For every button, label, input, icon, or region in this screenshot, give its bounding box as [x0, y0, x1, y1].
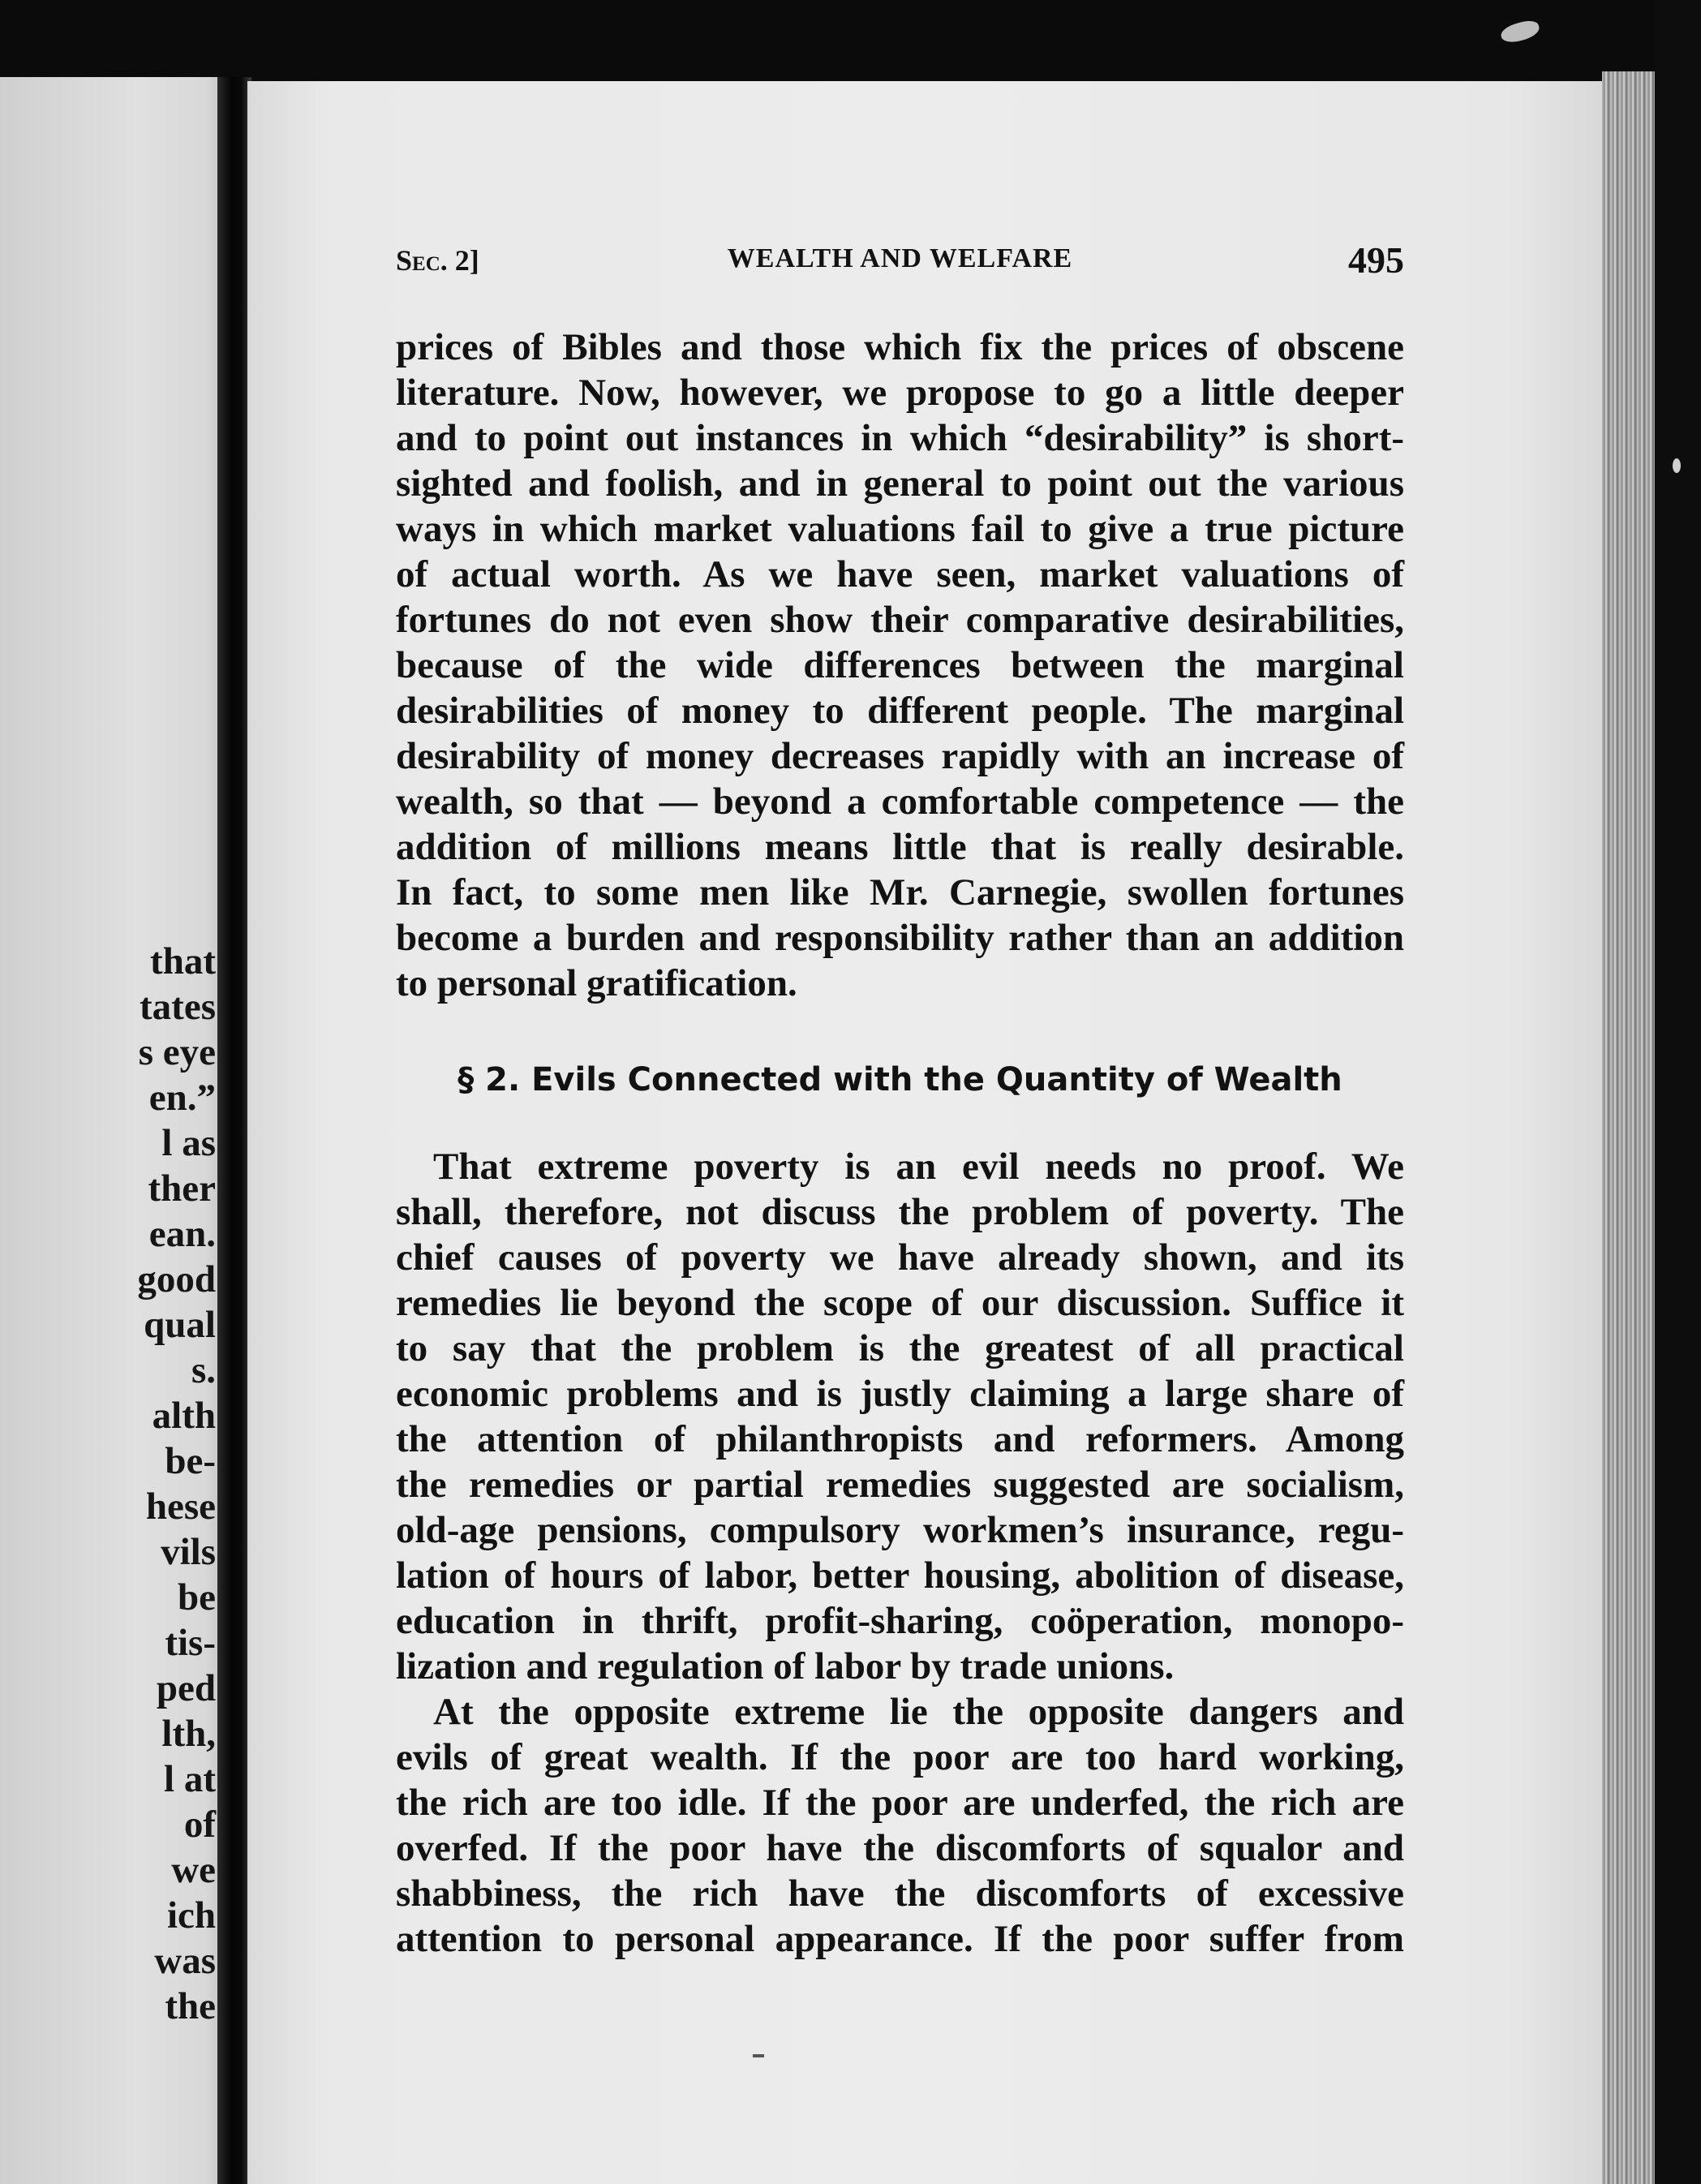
- page-number: 495: [1348, 239, 1404, 281]
- previous-page-line: of: [183, 1804, 216, 1846]
- text-line: evils of great wealth. If the poor are too hard working,: [396, 1736, 1404, 1778]
- previous-page-text: [137, 939, 216, 2029]
- previous-page-line: ped: [156, 1667, 216, 1709]
- previous-page-line: that: [150, 940, 216, 982]
- text-line: old-age pensions, compulsory workmen’s insurance, regu-: [396, 1509, 1404, 1551]
- previous-page-line: s eye: [138, 1031, 216, 1073]
- scan-border: [1655, 0, 1701, 2184]
- previous-page-line: l at: [164, 1758, 216, 1800]
- text-line: shabbiness, the rich have the discomforts of excessive: [396, 1872, 1404, 1915]
- text-line: to personal gratification.: [396, 962, 797, 1004]
- previous-page-line: vils: [161, 1531, 216, 1573]
- running-head-title: WEALTH AND WELFARE: [727, 243, 1073, 273]
- text-line: to say that the problem is the greatest of all practical: [396, 1327, 1404, 1369]
- text-line: That extreme poverty is an evil needs no proof. We: [433, 1146, 1404, 1188]
- scan-background: [0, 0, 1701, 77]
- text-line: shall, therefore, not discuss the problem of poverty. The: [396, 1191, 1404, 1233]
- text-line: attention to personal appearance. If the poor suffer from: [396, 1918, 1404, 1960]
- previous-page-line: l as: [161, 1122, 216, 1164]
- text-line: desirability of money decreases rapidly with an increase of: [396, 735, 1404, 777]
- text-line: ways in which market valuations fail to give a true picture: [396, 508, 1404, 550]
- text-line: desirabilities of money to different people. The marginal: [396, 690, 1404, 732]
- text-line: the rich are too idle. If the poor are underfed, the rich are: [396, 1782, 1404, 1824]
- text-line: education in thrift, profit-sharing, coöperation, monopo-: [396, 1600, 1404, 1642]
- previous-page-line: lth,: [161, 1713, 216, 1755]
- text-line: wealth, so that — beyond a comfortable competence — the: [396, 780, 1404, 823]
- previous-page-line: the: [165, 1985, 216, 2027]
- text-line: of actual worth. As we have seen, market valuations of: [396, 553, 1404, 595]
- text-line: and to point out instances in which “desirability” is short-: [396, 417, 1404, 459]
- text-line: literature. Now, however, we propose to go a little deeper: [396, 372, 1404, 414]
- text-line: become a burden and responsibility rather than an addition: [396, 917, 1404, 959]
- text-line: prices of Bibles and those which fix the prices of obscene: [396, 326, 1404, 368]
- text-line: the remedies or partial remedies suggested are socialism,: [396, 1464, 1404, 1506]
- footer-mark: [753, 2054, 764, 2057]
- running-head-section: Sec. 2]: [396, 244, 479, 277]
- previous-page-line: ich: [166, 1894, 216, 1937]
- text-line: lization and regulation of labor by trade unions.: [396, 1645, 1175, 1687]
- previous-page-line: qual: [144, 1304, 216, 1346]
- page-edges: [1602, 71, 1655, 2184]
- text-line: remedies lie beyond the scope of our discussion. Suffice it: [396, 1282, 1404, 1324]
- text-line: fortunes do not even show their comparative desirabilities,: [396, 599, 1404, 641]
- text-line: overfed. If the poor have the discomforts of squalor and: [396, 1827, 1404, 1869]
- text-line: At the opposite extreme lie the opposite dangers and: [433, 1691, 1404, 1733]
- previous-page-line: s.: [191, 1349, 216, 1391]
- previous-page-line: we: [171, 1849, 216, 1891]
- previous-page: [0, 77, 229, 2184]
- text-line: sighted and foolish, and in general to point out the various: [396, 462, 1404, 505]
- text-line: the attention of philanthropists and reformers. Among: [396, 1418, 1404, 1460]
- previous-page-line: en.”: [148, 1077, 216, 1119]
- previous-page-line: alth: [152, 1395, 216, 1437]
- previous-page-line: hese: [145, 1485, 216, 1528]
- text-line: chief causes of poverty we have already shown, and its: [396, 1236, 1404, 1279]
- previous-page-line: ean.: [148, 1213, 216, 1255]
- text-line: lation of hours of labor, better housing, abolition of disease,: [396, 1554, 1404, 1597]
- text-line: because of the wide differences between the marginal: [396, 644, 1404, 686]
- previous-page-line: tates: [140, 986, 216, 1028]
- book-gutter: [217, 77, 251, 2184]
- previous-page-line: be-: [165, 1440, 216, 1482]
- previous-page-line: be: [178, 1576, 216, 1619]
- previous-page-line: good: [137, 1258, 216, 1301]
- text-line: In fact, to some men like Mr. Carnegie, swollen fortunes: [396, 871, 1404, 914]
- section-heading: § 2. Evils Connected with the Quantity of Wealth: [457, 1061, 1342, 1098]
- text-line: economic problems and is justly claiming a large share of: [396, 1373, 1404, 1415]
- text-line: addition of millions means little that is really desirable.: [396, 826, 1404, 868]
- previous-page-line: tis-: [165, 1622, 216, 1664]
- edge-mark: [1673, 458, 1681, 473]
- previous-page-line: ther: [148, 1167, 216, 1210]
- previous-page-line: was: [154, 1940, 216, 1982]
- running-head: [396, 239, 1404, 290]
